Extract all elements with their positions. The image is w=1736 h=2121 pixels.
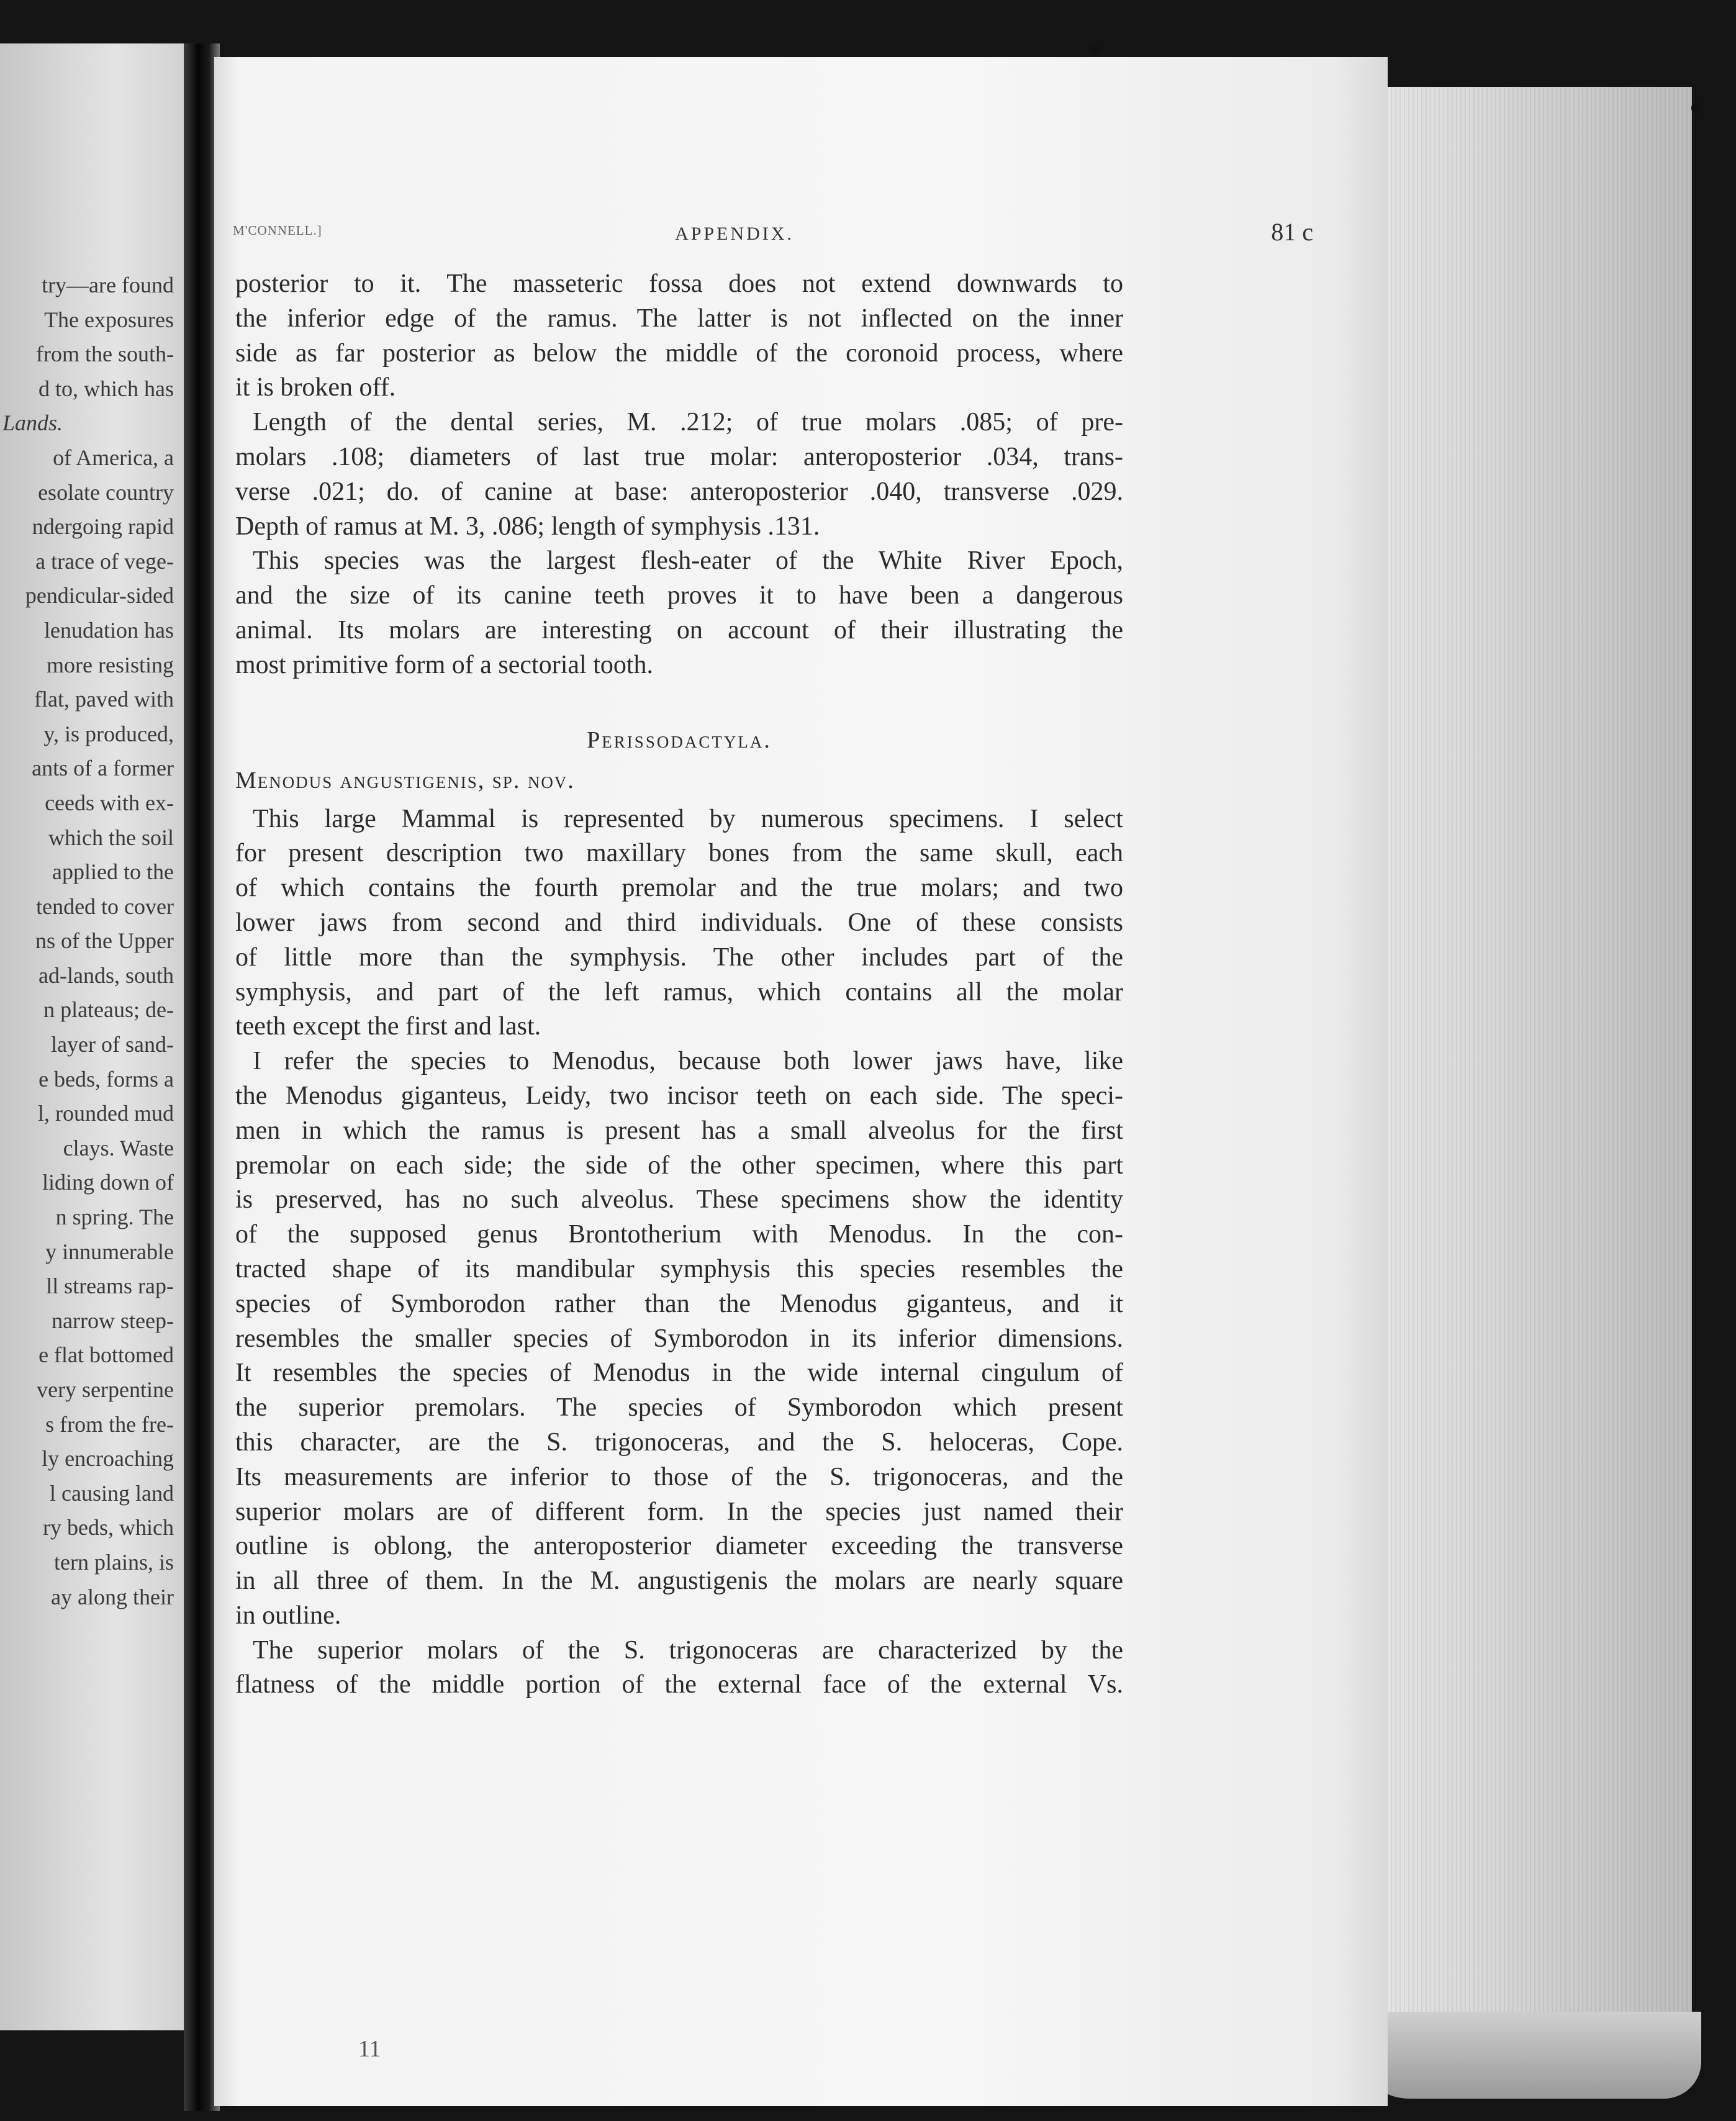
text-line: d to, which has xyxy=(38,376,174,401)
text-line: this character, are the S. trigonoceras, and the S. heloceras, Cope. xyxy=(235,1427,1123,1457)
text-line: most primitive form of a sectorial tooth. xyxy=(235,650,654,679)
text-line: ly encroaching xyxy=(42,1446,174,1472)
text-line: for present description two maxillary bones from the same skull, each xyxy=(235,839,1123,868)
text-line: it is broken off. xyxy=(235,373,396,402)
species-description xyxy=(235,802,1123,1703)
text-line: species of Symborodon rather than the Menodus giganteus, and it xyxy=(235,1289,1123,1318)
section-gap xyxy=(235,683,1123,721)
text-line: the Menodus giganteus, Leidy, two incisor teeth on each side. The speci- xyxy=(235,1081,1123,1110)
text-line: l, rounded mud xyxy=(38,1101,174,1126)
signature-mark: 11 xyxy=(358,2036,381,2062)
text-line: of America, a xyxy=(53,445,174,470)
species-heading: Menodus angustigenis, sp. nov. xyxy=(235,767,575,794)
book-page xyxy=(214,57,1388,2106)
page-edges-curl xyxy=(1354,2012,1701,2099)
text-line: which the soil xyxy=(48,825,174,850)
text-line: I refer the species to Menodus, because both lower jaws have, like xyxy=(253,1047,1123,1076)
text-line: of which contains the fourth premolar and the true molars; and two xyxy=(235,874,1123,903)
text-line: ad-lands, south xyxy=(38,962,174,988)
text-line: Depth of ramus at M. 3, .086; length of symphysis .131. xyxy=(235,512,820,541)
text-line: layer of sand- xyxy=(51,1032,174,1057)
text-line: of little more than the symphysis. The other includes part of the xyxy=(235,943,1123,972)
text-line: The exposures xyxy=(44,307,174,332)
text-line: y, is produced, xyxy=(43,721,174,746)
text-line: a trace of vege- xyxy=(35,548,174,574)
page-edges xyxy=(1369,87,1692,2083)
text-line: try—are found xyxy=(42,273,174,297)
dust-speck xyxy=(1691,102,1701,114)
text-line: superior molars are of different form. In the species just named their xyxy=(235,1497,1123,1526)
text-line: This large Mammal is represented by numerous specimens. I select xyxy=(253,804,1123,833)
text-line: This species was the largest flesh-eater of the White River Epoch, xyxy=(253,546,1123,576)
text-line: animal. Its molars are interesting on account of their illustrating the xyxy=(235,615,1123,644)
text-line: molars .108; diameters of last true molar: anteroposterior .034, trans- xyxy=(235,442,1123,471)
text-line: ndergoing rapid xyxy=(32,514,174,540)
text-line: ay along their xyxy=(51,1584,174,1609)
text-line: tracted shape of its mandibular symphysis this species resembles the xyxy=(235,1254,1123,1283)
text-line: posterior to it. The masseteric fossa does not extend downwards to xyxy=(235,269,1123,298)
text-line: teeth except the first and last. xyxy=(235,1012,541,1041)
text-line: Lands. xyxy=(2,410,63,436)
text-line: applied to the xyxy=(52,859,174,885)
text-line: flat, paved with xyxy=(34,687,174,712)
text-line: lenudation has xyxy=(44,617,174,643)
text-line: flatness of the middle portion of the external face of the external Vs. xyxy=(235,1670,1123,1699)
text-line: lower jaws from second and third individuals. One of these consists xyxy=(235,908,1123,937)
text-line: l causing land xyxy=(50,1480,174,1506)
text-line: ants of a former xyxy=(32,756,174,781)
text-line: men in which the ramus is present has a small alveolus for the first xyxy=(235,1116,1123,1145)
page-body xyxy=(235,267,1123,1703)
text-line: ns of the Upper xyxy=(35,928,174,954)
text-line: ceeds with ex- xyxy=(45,790,174,815)
text-line: ry beds, which xyxy=(43,1515,174,1540)
text-line: e flat bottomed xyxy=(38,1342,174,1368)
text-line: Length of the dental series, M. .212; of true molars .085; of pre- xyxy=(253,408,1123,437)
section-heading: Perissodactyla. xyxy=(587,726,772,753)
facing-page-text xyxy=(0,268,174,1614)
text-line: ll streams rap- xyxy=(46,1273,174,1299)
text-line: symphysis, and part of the left ramus, which contains all the molar xyxy=(235,977,1123,1006)
text-line: the inferior edge of the ramus. The latter is not inflected on the inner xyxy=(235,304,1123,333)
text-line: very serpentine xyxy=(37,1377,174,1402)
text-line: verse .021; do. of canine at base: anteroposterior .040, transverse .029. xyxy=(235,477,1123,506)
text-line: n plateaus; de- xyxy=(43,997,174,1023)
running-title: APPENDIX. xyxy=(675,224,794,244)
text-line: more resisting xyxy=(47,652,174,677)
text-line: pendicular-sided xyxy=(25,583,174,608)
text-line: s from the fre- xyxy=(45,1411,174,1437)
text-line: tern plains, is xyxy=(54,1549,174,1575)
text-line: liding down of xyxy=(42,1170,174,1195)
text-line: is preserved, has no such alveolus. These specimens show the identity xyxy=(235,1185,1123,1214)
text-line: outline is oblong, the anteroposterior diameter exceeding the transverse xyxy=(235,1532,1123,1561)
text-line: Its measurements are inferior to those of the S. trigonoceras, and the xyxy=(235,1462,1123,1491)
text-line: and the size of its canine teeth proves it to have been a dangerous xyxy=(235,581,1123,610)
text-line: resembles the smaller species of Symborodon in its inferior dimensions. xyxy=(235,1324,1123,1353)
text-line: tended to cover xyxy=(36,893,174,919)
text-line: from the south- xyxy=(36,341,174,367)
text-line: premolar on each side; the side of the other specimen, where this part xyxy=(235,1151,1123,1180)
text-line: narrow steep- xyxy=(52,1308,174,1333)
opening-paragraphs xyxy=(235,267,1123,683)
page-number: 81 c xyxy=(1271,218,1313,246)
facing-page xyxy=(0,43,194,2030)
text-line: It resembles the species of Menodus in the wide internal cingulum of xyxy=(235,1359,1123,1388)
text-line: the superior premolars. The species of Symborodon which present xyxy=(235,1393,1123,1422)
folio-mark: M'CONNELL.] xyxy=(233,223,322,238)
text-line: e beds, forms a xyxy=(38,1066,174,1092)
text-line: n spring. The xyxy=(55,1205,174,1230)
text-line: in all three of them. In the M. angustigenis the molars are nearly square xyxy=(235,1567,1123,1596)
text-line: in outline. xyxy=(235,1601,341,1630)
text-line: The superior molars of the S. trigonoceras are characterized by the xyxy=(253,1635,1123,1665)
text-line: of the supposed genus Brontotherium with Menodus. In the con- xyxy=(235,1220,1123,1249)
text-line: clays. Waste xyxy=(63,1135,174,1160)
text-line: side as far posterior as below the middle of the coronoid process, where xyxy=(235,338,1123,368)
dust-speck xyxy=(1089,45,1100,55)
text-line: esolate country xyxy=(38,479,174,505)
text-line: y innumerable xyxy=(45,1239,174,1264)
